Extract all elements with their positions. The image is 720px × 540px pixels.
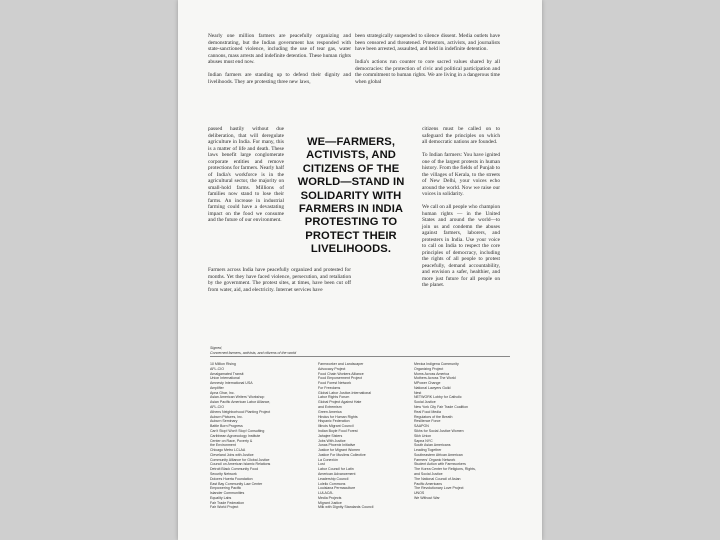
signatory-item: The National Council of Asian [414,476,461,481]
headline: WE—FARMERS, ACTIVISTS, AND CITIZENS OF THE WORLD—STAND IN SOLIDARITY WITH FARMERS IN INDIA PROTESTING TO PROTECT THEIR LIVELIHOODS. [297,136,405,256]
signatory-item: Center on Race, Poverty & [210,438,253,443]
signatory-item: Leadership Council [318,476,349,481]
signatory-item: Southeastern African American [414,452,463,457]
signatory-item: We Without War [414,495,440,500]
signatory-item: Council on American Islamic Relations [210,462,271,467]
signatory-item: SAAPON [414,424,429,429]
signatory-item: 10 Million Rising [210,362,236,366]
signatories-heading [210,346,510,356]
article-paragraph: We call on all people who champion human rights — in the United States and around the world—to join us and condemn the abuses against farmers, laborers, and protesters in India. Use your voice to call on India to respect the core principles of democracy, including the rights of all people to protest peacefully, demand accountability, and envision a safer, healthier, and more just future for all people on the planet. [422,204,500,288]
signatory-item: Social Justice [414,400,436,405]
signatory-item: LULAC/IL [318,491,334,496]
signatory-item: Caribbean Agroecology Institute [210,433,261,438]
article-column-bottom-left [208,267,351,300]
article-column-right-narrow [422,126,500,295]
signatory-item: Union International [210,376,240,381]
signatory-item: UNOS [414,491,425,496]
signatory-item: Pacific Americans [414,481,442,486]
signatory-item: Sikh Union [414,433,432,438]
signatory-item: MPower Change [414,381,441,386]
signatories-column-2 [318,362,418,510]
signatory-item: Chicago Metro LCLAA [210,448,246,453]
signatory-item: Organizing Project [414,366,444,371]
signatories-column-1 [210,362,305,510]
signatory-item: Mexica Indigena Community [414,362,459,366]
article-column-right [355,33,500,92]
signatories-column-3 [414,362,510,501]
signed-label: Signed, [210,346,223,350]
signatory-item: Asian American Writers' Workshop [210,395,265,400]
signatory-item: Battle Born Progress [210,424,243,429]
signatory-item: Can't Stop! Won't Stop! Consulting [210,428,265,433]
signatory-item: Media Projects [318,495,342,500]
article-paragraph: Indian farmers are standing up to defend their dignity and livelihoods. They are protesting three new laws, [208,72,351,85]
signatory-item: Farmers' Organic Network [414,457,456,462]
signatory-item: Jobs With Justice [318,438,346,443]
signatory-item: Global Project Against Hate [318,400,362,405]
article-paragraph: Farmers across India have peacefully organized and protested for months. Yet they have faced violence, persecution, and retaliation by the government. The protest sites, at times, have been cut off from water, aid, and electricity. Internet services have [208,267,351,293]
article-column-left [208,33,351,92]
signatory-item: Security Network [210,471,237,476]
signatory-item: Amplifier [210,385,224,390]
signatory-item: Lolelio Commons [318,481,346,486]
signatory-item: the Environment [210,443,236,448]
signatory-item: Labor Council for Latin [318,467,354,472]
signatory-item: Sapna NYC [414,438,433,443]
signatory-item: Auburn Seminary [210,419,238,424]
signatory-item: Mothers Across The World [414,376,456,381]
signatory-item: Real Food Media [414,409,442,414]
signatory-item: Global Labor Justice-International [318,390,372,395]
signatory-item: Food Chain Workers Alliance [318,371,364,376]
signatory-item: Milk with Dignity Standards Council [318,505,374,510]
article-paragraph: India's actions run counter to core sacred values shared by all democracies: the protection of civic and political participation and the commitment to human rights. We are living in a dangerous time when global [355,59,500,85]
article-paragraph: To Indian farmers: You have ignited one of the largest protests in human history. From the fields of Punjab to the villages of Kerala, to the streets of New Delhi, your voices echo around the world. Now we raise our voices in solidarity. [422,152,500,197]
signatory-item: Lost [318,462,325,467]
signatory-item: Fair World Project [210,505,239,510]
signatory-item: Leading Together [414,448,442,453]
signatory-item: Illinois Migrant Council [318,424,354,429]
signatory-item: Asian Pacific American Labor Alliance, [210,400,271,405]
signatory-item: East Bay Community Law Center [210,481,263,486]
article-paragraph: citizens must be called on to safeguard the principles on which all democratic nations are founded. [422,126,500,145]
signatory-item: Farmworker and Landscaper [318,362,364,366]
newspaper-page [178,0,542,540]
signatory-item: The Revolutionary Love Project [414,486,464,491]
signatory-item: Amalgamated Transit [210,371,244,376]
signatory-item: Cleveland Jobs with Justice [210,452,254,457]
signatory-item: Hispanic Federation [318,419,350,424]
signatory-item: Hindus for Human Rights [318,414,358,419]
signatory-item: Green America [318,409,342,414]
signatory-item: Resilience Force [414,419,441,424]
signatory-item: Jahajee Sisters [318,433,343,438]
signatory-item: AFL-CIO [210,405,224,410]
article-paragraph: been strategically suspended to silence dissent. Media outlets have been censored and threatened. Protestors, activists, and journalists have been arrested, assaulted, and held in indefinite detention. [355,33,500,52]
signatory-item: Islander Communities [210,491,245,496]
signatory-item: The Korea Center for Religions, Rights, [414,467,476,472]
signatory-item: Migrant Justice [318,500,342,505]
signatory-item: Athens Neighborhood Planting Project [210,409,271,414]
signatory-item: Food Empowerment Project [318,376,362,381]
signatory-item: Amnesty International USA [210,381,253,386]
signatory-item: Sikhs for Social Justice Women [414,428,464,433]
signatory-item: Equality Labs [210,495,232,500]
signatory-item: La Conexión [318,457,338,462]
signatory-item: NETWORK Lobby for Catholic [414,395,462,400]
signatory-item: and Extremism [318,405,342,410]
signatory-item: Apna Ghar, Inc. [210,390,235,395]
signatory-item: National Lawyers Guild [414,385,451,390]
article-column-left-narrow [208,126,284,230]
signatory-item: AFL-CIO [210,366,224,371]
signatory-item: Food Forest Network [318,381,352,386]
signatory-item: Justice For Muslims Collective [318,452,366,457]
divider [210,356,510,357]
signatory-item: Advocacy Project [318,366,346,371]
article-paragraph: Nearly one million farmers are peacefully organizing and demonstrating, but the Indian government has responded with state-sanctioned violence, including the use of tear gas, water cannons, mass arrests and indefinite detention. These human rights abuses must end now. [208,33,351,65]
signatory-item: Student Action with Farmworkers [414,462,466,467]
signatory-item: Regulators of the Breath [414,414,453,419]
signatory-item: Nest [414,390,422,395]
signatory-item: Detroit Black Community Food [210,467,259,472]
signatory-item: Community Alliance for Global Justice [210,457,270,462]
signatory-item: American Advancement [318,471,356,476]
signatory-item: Junas Phoenix Initiative [318,443,356,448]
signatory-item: Auburn Pictures, Inc. [210,414,243,419]
signatory-item: Moms Across America [414,371,450,376]
signatory-item: Labor Rights Forum [318,395,350,400]
signatory-item: Louisiana Permaculture [318,486,356,491]
signatory-item: Justice for Migrant Women [318,448,361,453]
signatory-item: Empowering Pacific [210,486,242,491]
signatory-item: For Freedoms [318,385,341,390]
signatory-item: Dolores Huerta Foundation [210,476,253,481]
article-paragraph: passed hastily without due deliberation, that will deregulate agriculture in India. For many, this is a matter of life and death. These laws benefit large conglomerate corporate entities and remove protections for farmers. Nearly half of India's workforce is in the agricultural sector, the majority on small-hold farms. Millions of families now stand to lose their farms. An increase in industrial farming could have a devastating impact on the food we consume and the future of our environment. [208,126,284,223]
signatory-item: Indian Boyle Food Forest [318,428,358,433]
signatory-item: Fair Trade Federation [210,500,245,505]
signatory-item: and Social Justice [414,471,443,476]
signatory-item: New York City Fair Trade Coalition [414,405,469,410]
signatories-subheading: Concerned farmers, activists, and citizens of the world [210,351,297,355]
signatory-item: South Asian Americans [414,443,451,448]
